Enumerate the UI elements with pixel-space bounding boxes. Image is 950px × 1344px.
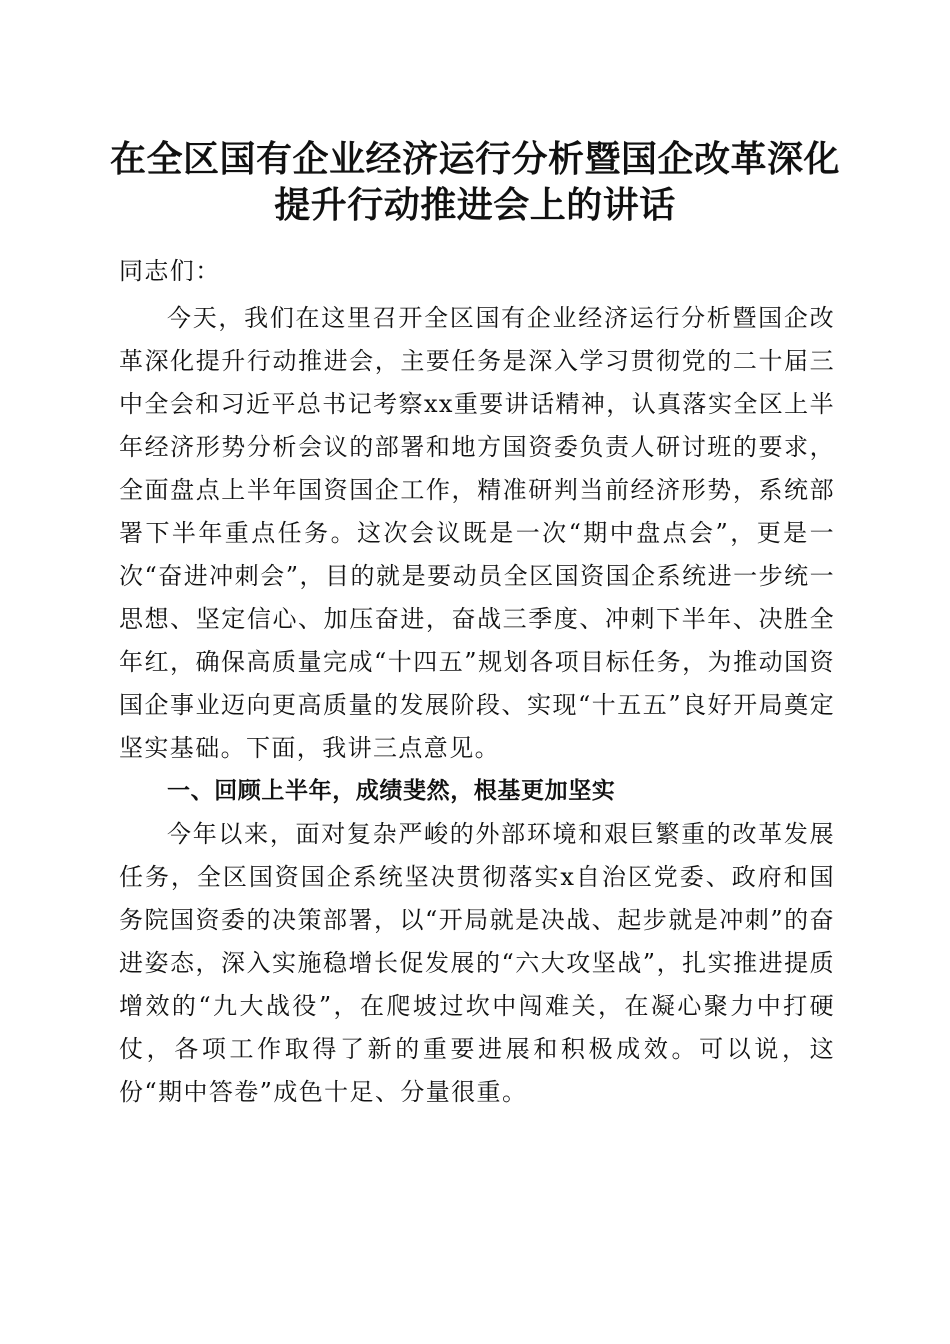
title-line-1: 在全区国有企业经济运行分析暨国企改革深化	[109, 138, 840, 180]
section-paragraph: 今年以来，面对复杂严峻的外部环境和艰巨繁重的改革发展任务，全区国资国企系统坚决贯彻落实x自治区党委、政府和国务院国资委的决策部署，以“开局就是决战、起步就是冲刺”的奋进姿态，深入实施稳增长促发展的“六大攻坚战”，扎实推进提质增效的“九大战役”，在爬坡过坎中闯难关，在凝心聚力中打硬仗，各项工作取得了新的重要进展和积极成效。可以说，这份“期中答卷”成色十足、分量很重。	[119, 820, 835, 1106]
salutation: 同志们：	[119, 257, 221, 285]
document-title	[100, 136, 850, 228]
document-body	[119, 250, 835, 1114]
intro-paragraph: 今天，我们在这里召开全区国有企业经济运行分析暨国企改革深化提升行动推进会，主要任务是深入学习贯彻党的二十届三中全会和习近平总书记考察xx重要讲话精神，认真落实全区上半年经济形势分析会议的部署和地方国资委负责人研讨班的要求，全面盘点上半年国资国企工作，精准研判当前经济形势，系统部署下半年重点任务。这次会议既是一次“期中盘点会”，更是一次“奋进冲刺会”，目的就是要动员全区国资国企系统进一步统一思想、坚定信心、加压奋进，奋战三季度、冲刺下半年、决胜全年红，确保高质量完成“十四五”规划各项目标任务，为推动国资国企事业迈向更高质量的发展阶段、实现“十五五”良好开局奠定坚实基础。下面，我讲三点意见。	[119, 304, 835, 762]
section-heading: 一、回顾上半年，成绩斐然，根基更加坚实	[167, 778, 616, 804]
title-line-2: 提升行动推进会上的讲话	[274, 184, 676, 226]
